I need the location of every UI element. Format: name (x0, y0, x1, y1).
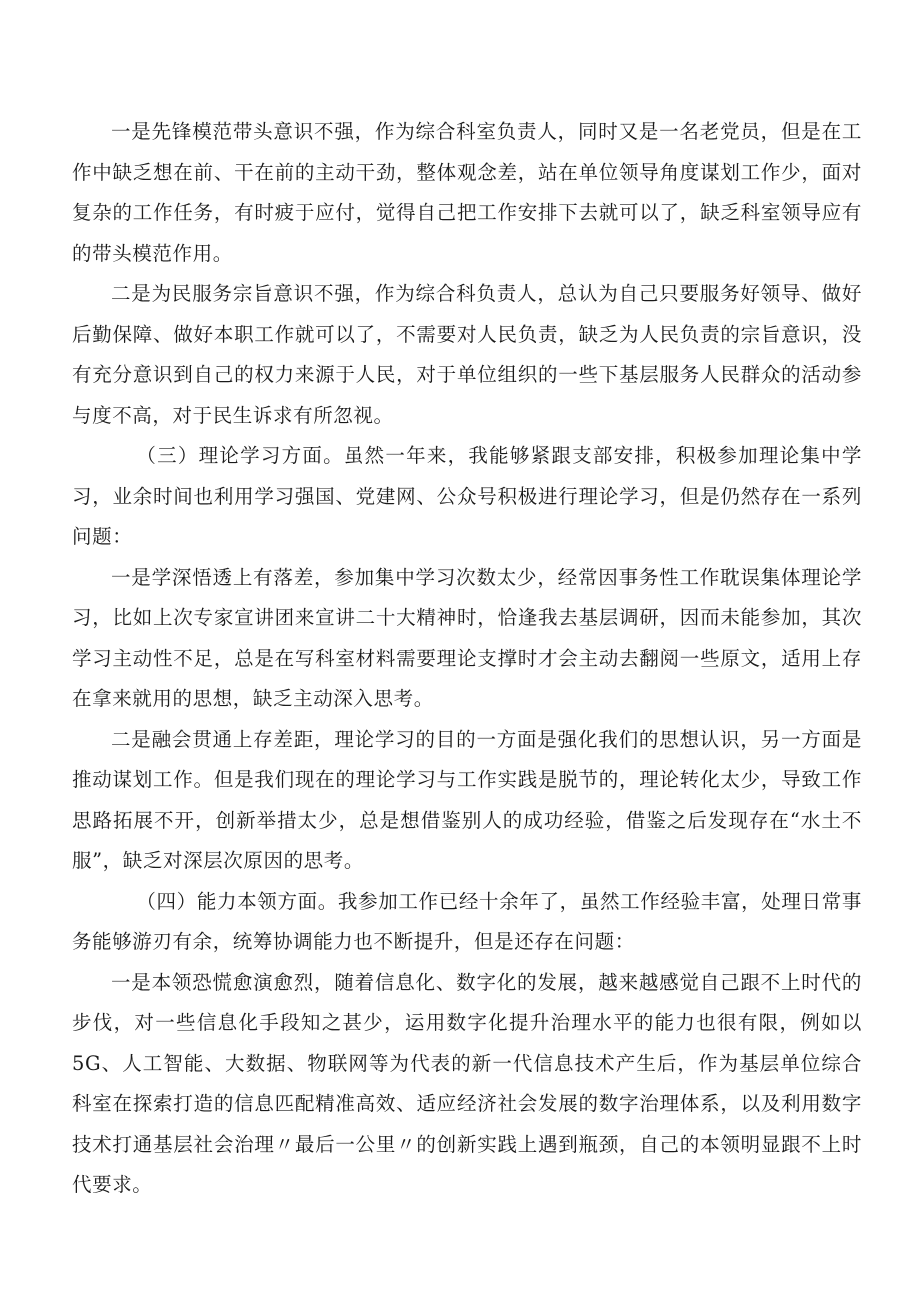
document-body (72, 112, 862, 1206)
section-theory-study: （三）理论学习方面。虽然一年来，我能够紧跟支部安排，积极参加理论集中学习，业余时间也利用学习强国、党建网、公众号积极进行理论学习，但是仍然存在一系列问题： (72, 444, 862, 548)
section-ability: （四）能力本领方面。我参加工作已经十余年了，虽然工作经验丰富，处理日常事务能够游刃有余，统筹协调能力也不断提升，但是还存在问题： (72, 889, 862, 953)
paragraph-service-awareness: 二是为民服务宗旨意识不强，作为综合科负责人，总认为自己只要服务好领导、做好后勤保障、做好本职工作就可以了，不需要对人民负责，缺乏为人民负责的宗旨意识，没有充分意识到自己的权力来源于人民，对于单位组织的一些下基层服务人民群众的活动参与度不高，对于民生诉求有所忽视。 (72, 282, 862, 427)
paragraph-study-depth: 一是学深悟透上有落差，参加集中学习次数太少，经常因事务性工作耽误集体理论学习，比如上次专家宣讲团来宣讲二十大精神时，恰逢我去基层调研，因而未能参加，其次学习主动性不足，总是在写科室材料需要理论支撑时才会主动去翻阅一些原文，适用上存在拿来就用的思想，缺乏主动深入思考。 (72, 565, 862, 710)
paragraph-vanguard-awareness: 一是先锋模范带头意识不强，作为综合科室负责人，同时又是一名老党员，但是在工作中缺乏想在前、干在前的主动干劲，整体观念差，站在单位领导角度谋划工作少，面对复杂的工作任务，有时疲于应付，觉得自己把工作安排下去就可以了，缺乏科室领导应有的带头模范作用。 (72, 120, 862, 265)
paragraph-skill-anxiety: 一是本领恐慌愈演愈烈，随着信息化、数字化的发展，越来越感觉自己跟不上时代的步伐，对一些信息化手段知之甚少，运用数字化提升治理水平的能力也很有限，例如以5G、人工智能、大数据、物联网等为代表的新一代信息技术产生后，作为基层单位综合科室在探索打造的信息匹配精准高效、适应经济社会发展的数字治理体系，以及利用数字技术打通基层社会治理〃最后一公里〃的创新实践上遇到瓶颈，自己的本领明显跟不上时代要求。 (72, 970, 862, 1196)
paragraph-study-integration: 二是融会贯通上存差距，理论学习的目的一方面是强化我们的思想认识，另一方面是推动谋划工作。但是我们现在的理论学习与工作实践是脱节的，理论转化太少，导致工作思路拓展不开，创新举措太少，总是想借鉴别人的成功经验，借鉴之后发现存在“水土不服”，缺乏对深层次原因的思考。 (72, 727, 862, 872)
